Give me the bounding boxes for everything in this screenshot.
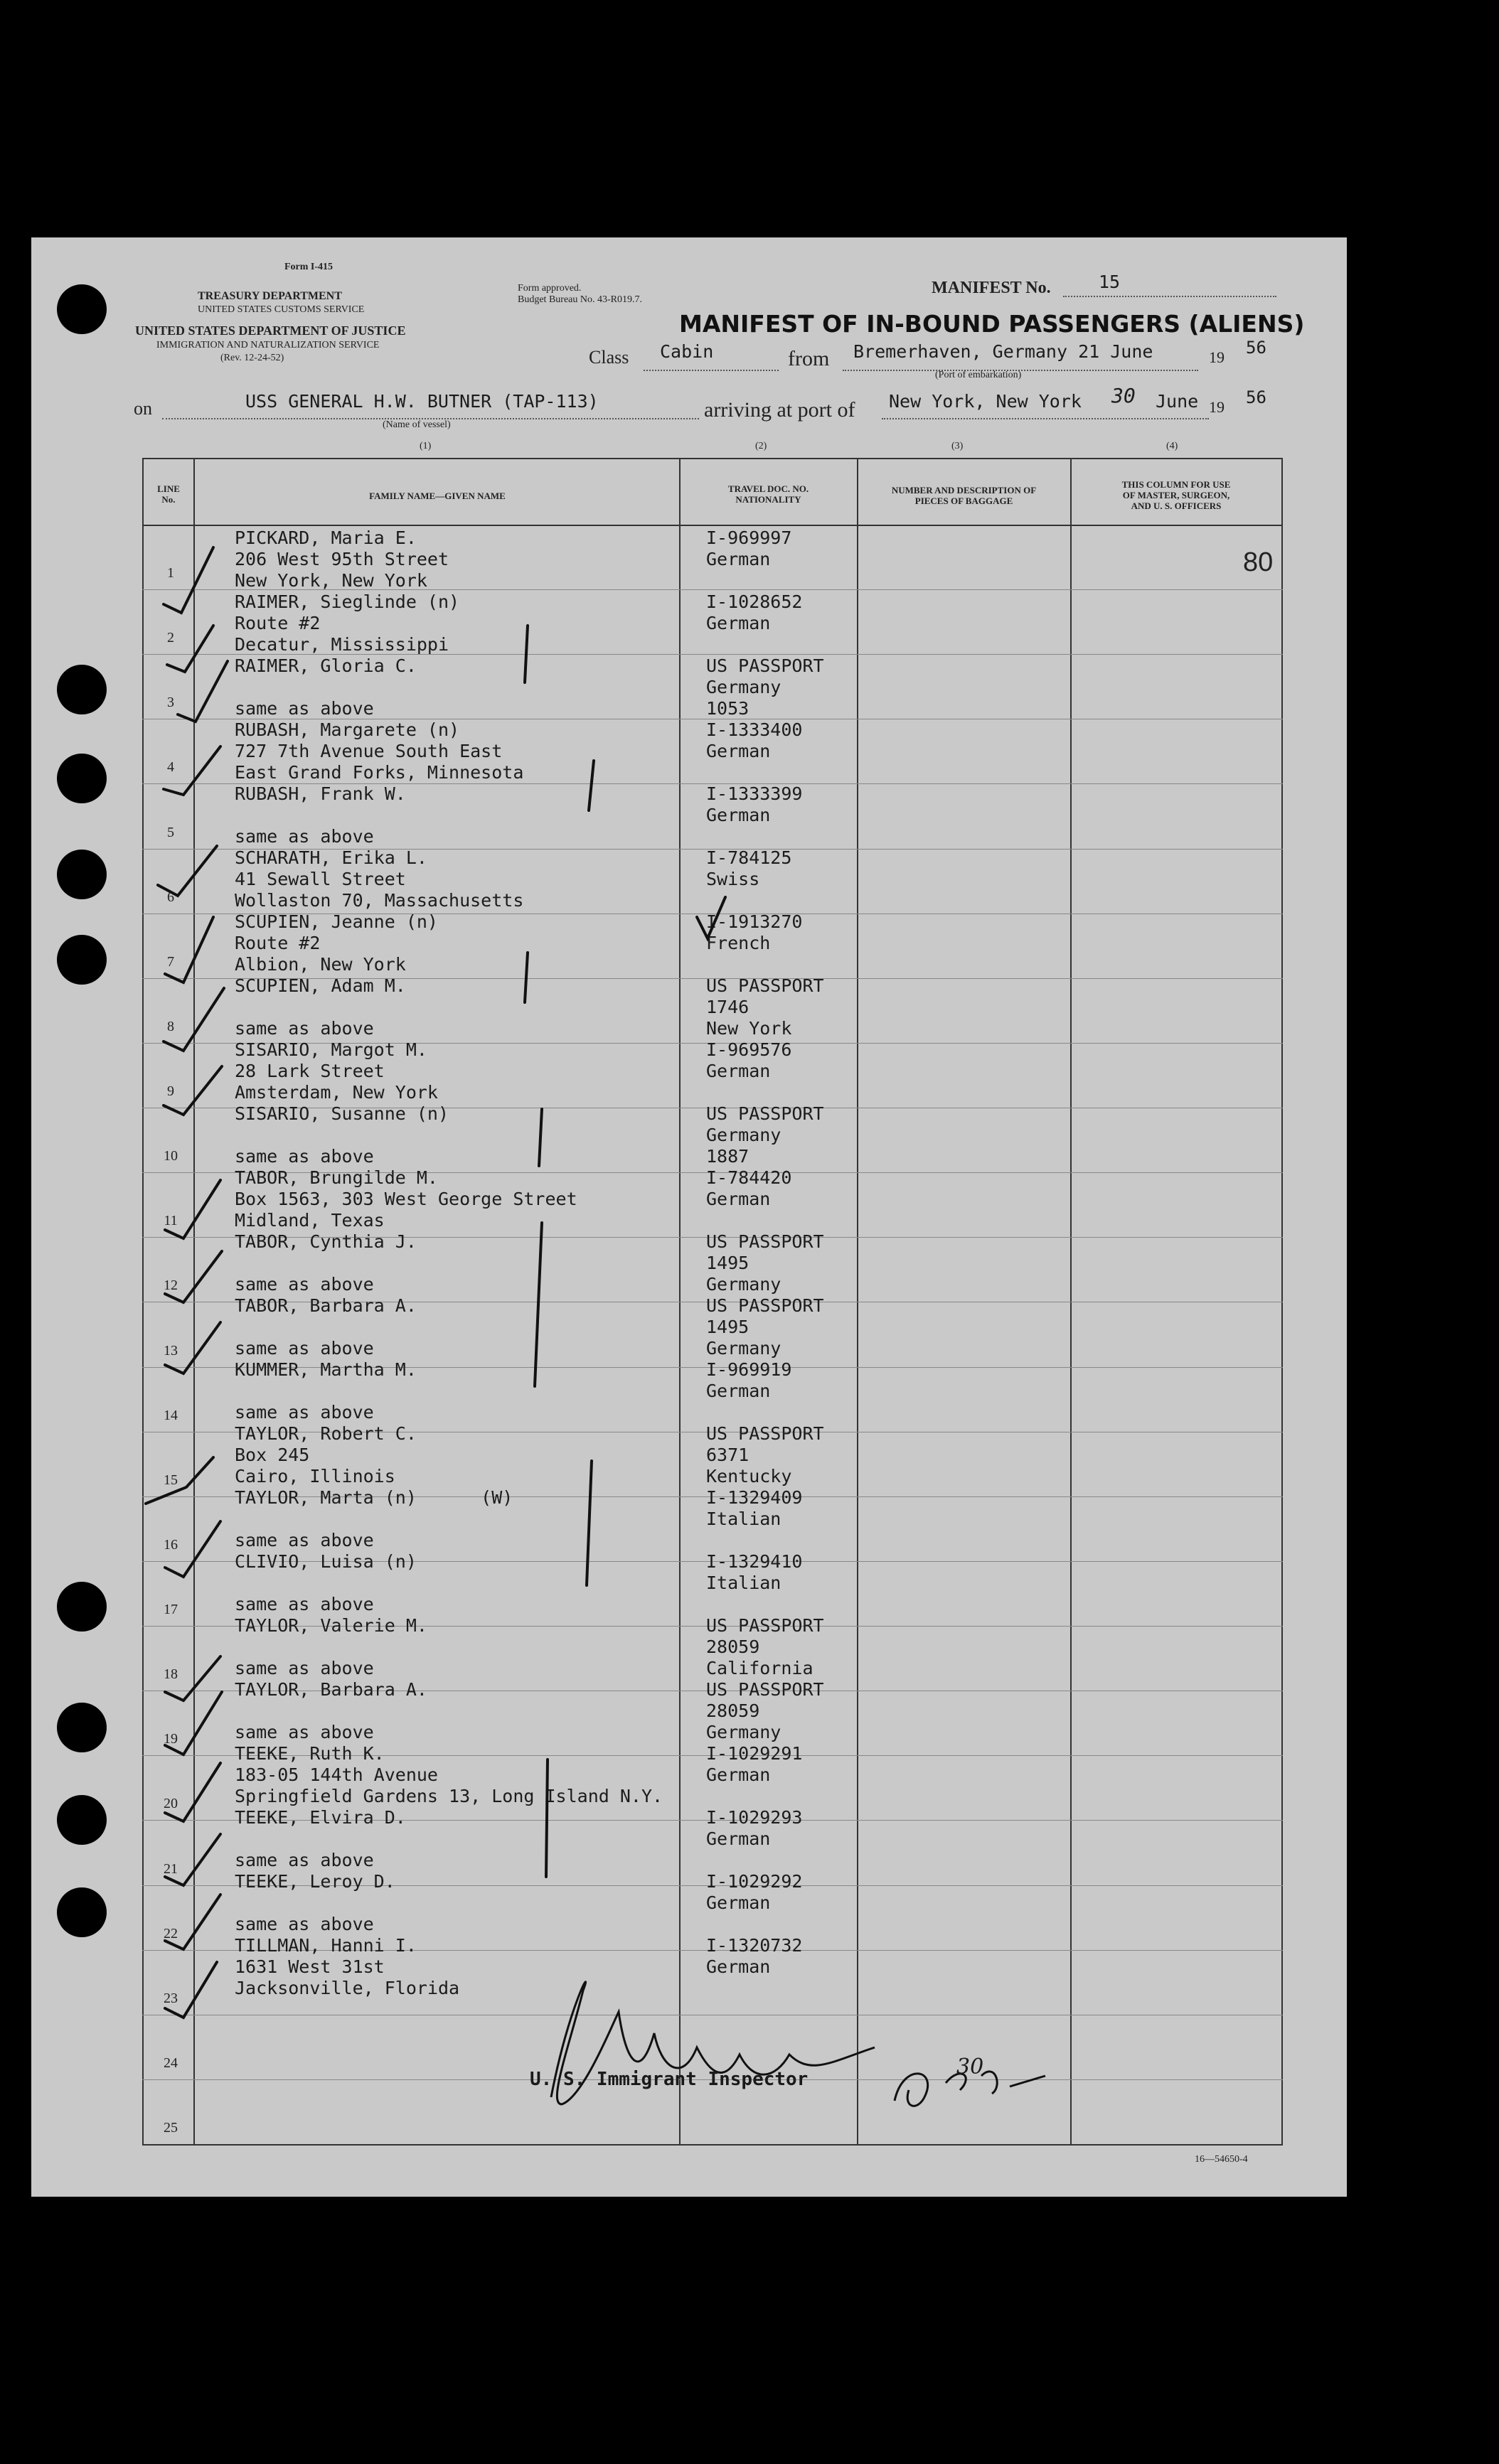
travel-doc-entry: I-1028652 German xyxy=(706,591,803,633)
passenger-entry: TEEKE, Leroy D. same as above xyxy=(235,1871,395,1934)
from-value: Bremerhaven, Germany 21 June xyxy=(853,341,1153,362)
line-number: 18 xyxy=(164,1666,178,1682)
line-number: 23 xyxy=(164,1991,178,2006)
class-label: Class xyxy=(589,347,629,368)
line-number: 3 xyxy=(167,695,174,710)
travel-doc-entry: I-969997 German xyxy=(706,527,792,569)
passenger-entry: TILLMAN, Hanni I. 1631 West 31st Jacksonville, Florida xyxy=(235,1935,460,1998)
line-number: 19 xyxy=(164,1731,178,1747)
col-num-4: (4) xyxy=(1166,441,1178,451)
travel-doc-entry: I-969576 German xyxy=(706,1039,792,1081)
travel-doc-entry: I-784125 Swiss xyxy=(706,847,792,889)
passenger-entry: TAYLOR, Barbara A. same as above xyxy=(235,1679,427,1742)
arrival-year-prefix: 19 xyxy=(1209,398,1225,416)
budget-bureau: Budget Bureau No. 43-R019.7. xyxy=(518,294,642,305)
treasury-dept: TREASURY DEPARTMENT xyxy=(198,290,342,302)
from-label: from xyxy=(788,347,830,370)
line-number: 13 xyxy=(164,1343,178,1359)
passenger-entry: RAIMER, Sieglinde (n) Route #2 Decatur, Mississippi xyxy=(235,591,460,655)
justice-dept: UNITED STATES DEPARTMENT OF JUSTICE xyxy=(135,323,406,338)
passenger-entry: TEEKE, Ruth K. 183-05 144th Avenue Springfield Gardens 13, Long Island N.Y. xyxy=(235,1743,663,1806)
passenger-entry: TABOR, Cynthia J. same as above xyxy=(235,1231,417,1295)
passenger-entry: TAYLOR, Robert C. Box 245 Cairo, Illinois xyxy=(235,1423,417,1487)
manifest-title: MANIFEST OF IN-BOUND PASSENGERS (ALIENS) xyxy=(679,310,1305,338)
passenger-entry: RUBASH, Frank W. same as above xyxy=(235,783,406,847)
line-number: 10 xyxy=(164,1148,178,1164)
inspector-date: 30 xyxy=(956,2055,984,2079)
class-value: Cabin xyxy=(660,341,714,362)
passenger-entry: RAIMER, Gloria C. same as above xyxy=(235,655,417,719)
passenger-entry: PICKARD, Maria E. 206 West 95th Street New York, New York xyxy=(235,527,449,591)
form-id: Form I-415 xyxy=(284,262,334,272)
ins-service: IMMIGRATION AND NATURALIZATION SERVICE xyxy=(156,340,380,350)
vessel-name: USS GENERAL H.W. BUTNER (TAP-113) xyxy=(245,391,599,412)
line-number: 8 xyxy=(167,1019,174,1034)
form-approved: Form approved. xyxy=(518,283,582,294)
footer-code: 16—54650-4 xyxy=(1195,2154,1248,2165)
line-number: 5 xyxy=(167,825,174,840)
arrival-day: 30 xyxy=(1111,384,1136,407)
on-label: on xyxy=(134,398,152,419)
passenger-entry: SISARIO, Susanne (n) same as above xyxy=(235,1103,449,1167)
port-embarkation-caption: (Port of embarkation) xyxy=(935,370,1022,380)
header-officers: THIS COLUMN FOR USE OF MASTER, SURGEON, AND U. S. OFFICERS xyxy=(1121,479,1231,511)
passenger-entry: RUBASH, Margarete (n) 727 7th Avenue South East East Grand Forks, Minnesota xyxy=(235,719,524,783)
passenger-entry: SISARIO, Margot M. 28 Lark Street Amsterdam, New York xyxy=(235,1039,438,1103)
arrival-port: New York, New York xyxy=(889,391,1082,412)
passenger-entry: CLIVIO, Luisa (n) same as above xyxy=(235,1551,417,1614)
vessel-caption: (Name of vessel) xyxy=(383,419,451,430)
travel-doc-entry: US PASSPORT 1495 Germany xyxy=(706,1295,824,1359)
manifest-no: 15 xyxy=(1099,272,1121,292)
page-mark: 80 xyxy=(1243,547,1274,577)
col-num-2: (2) xyxy=(755,441,767,451)
passenger-entry: KUMMER, Martha M. same as above xyxy=(235,1359,417,1423)
travel-doc-entry: US PASSPORT 28059 Germany xyxy=(706,1679,824,1742)
travel-doc-entry: US PASSPORT Germany 1053 xyxy=(706,655,824,719)
passenger-entry: TABOR, Barbara A. same as above xyxy=(235,1295,417,1359)
passenger-entry: TAYLOR, Marta (n) (W) same as above xyxy=(235,1487,513,1550)
line-number: 25 xyxy=(164,2120,178,2136)
year-suffix: 56 xyxy=(1246,338,1266,358)
passenger-entry: TEEKE, Elvira D. same as above xyxy=(235,1807,406,1870)
line-number: 12 xyxy=(164,1277,178,1293)
travel-doc-entry: I-1320732 German xyxy=(706,1935,803,1977)
passenger-entry: TAYLOR, Valerie M. same as above xyxy=(235,1615,427,1678)
line-number: 21 xyxy=(164,1861,178,1877)
travel-doc-entry: US PASSPORT 6371 Kentucky xyxy=(706,1423,824,1487)
arriving-label: arriving at port of xyxy=(704,398,855,422)
line-number: 9 xyxy=(167,1083,174,1099)
line-number: 24 xyxy=(164,2055,178,2071)
line-number: 7 xyxy=(167,954,174,970)
travel-doc-entry: US PASSPORT 1495 Germany xyxy=(706,1231,824,1295)
travel-doc-entry: I-1913270 French xyxy=(706,911,803,953)
line-number: 15 xyxy=(164,1472,178,1488)
line-number: 20 xyxy=(164,1796,178,1811)
arrival-month: June xyxy=(1156,391,1199,412)
col-num-3: (3) xyxy=(951,441,964,451)
passenger-entry: SCHARATH, Erika L. 41 Sewall Street Wollaston 70, Massachusetts xyxy=(235,847,524,911)
line-number: 2 xyxy=(167,630,174,646)
travel-doc-entry: I-1333399 German xyxy=(706,783,803,825)
year-prefix: 19 xyxy=(1209,348,1225,366)
travel-doc-entry: US PASSPORT 1746 New York xyxy=(706,975,824,1039)
header-travel-doc: TRAVEL DOC. NO. NATIONALITY xyxy=(727,483,809,505)
travel-doc-entry: I-784420 German xyxy=(706,1167,792,1209)
line-number: 17 xyxy=(164,1602,178,1617)
line-number: 22 xyxy=(164,1926,178,1941)
header-baggage: NUMBER AND DESCRIPTION OF PIECES OF BAGGAGE xyxy=(891,485,1037,506)
col-num-1: (1) xyxy=(420,441,432,451)
passenger-entry: TABOR, Brungilde M. Box 1563, 303 West George Street Midland, Texas xyxy=(235,1167,577,1231)
header-name: FAMILY NAME—GIVEN NAME xyxy=(369,491,506,501)
line-number: 11 xyxy=(164,1213,178,1228)
line-number: 6 xyxy=(167,889,174,905)
travel-doc-entry: I-969919 German xyxy=(706,1359,792,1401)
travel-doc-entry: I-1029292 German xyxy=(706,1871,803,1913)
customs-service: UNITED STATES CUSTOMS SERVICE xyxy=(198,304,365,315)
line-number: 1 xyxy=(167,565,174,581)
travel-doc-entry: I-1333400 German xyxy=(706,719,803,761)
travel-doc-entry: I-1329410 Italian xyxy=(706,1551,803,1593)
travel-doc-entry: US PASSPORT Germany 1887 xyxy=(706,1103,824,1167)
manifest-no-label: MANIFEST No. xyxy=(932,279,1051,297)
travel-doc-entry: I-1029293 German xyxy=(706,1807,803,1849)
header-line-no: LINE No. xyxy=(157,483,180,505)
passenger-entry: SCUPIEN, Jeanne (n) Route #2 Albion, New York xyxy=(235,911,438,975)
line-number: 14 xyxy=(164,1408,178,1423)
travel-doc-entry: I-1029291 German xyxy=(706,1743,803,1785)
travel-doc-entry: US PASSPORT 28059 California xyxy=(706,1615,824,1678)
line-number: 4 xyxy=(167,759,174,775)
line-number: 16 xyxy=(164,1537,178,1553)
passenger-entry: SCUPIEN, Adam M. same as above xyxy=(235,975,406,1039)
travel-doc-entry: I-1329409 Italian xyxy=(706,1487,803,1529)
arrival-year-suffix: 56 xyxy=(1246,387,1266,407)
inspector-label: U. S. Immigrant Inspector xyxy=(530,2069,809,2090)
revision: (Rev. 12-24-52) xyxy=(220,353,284,363)
